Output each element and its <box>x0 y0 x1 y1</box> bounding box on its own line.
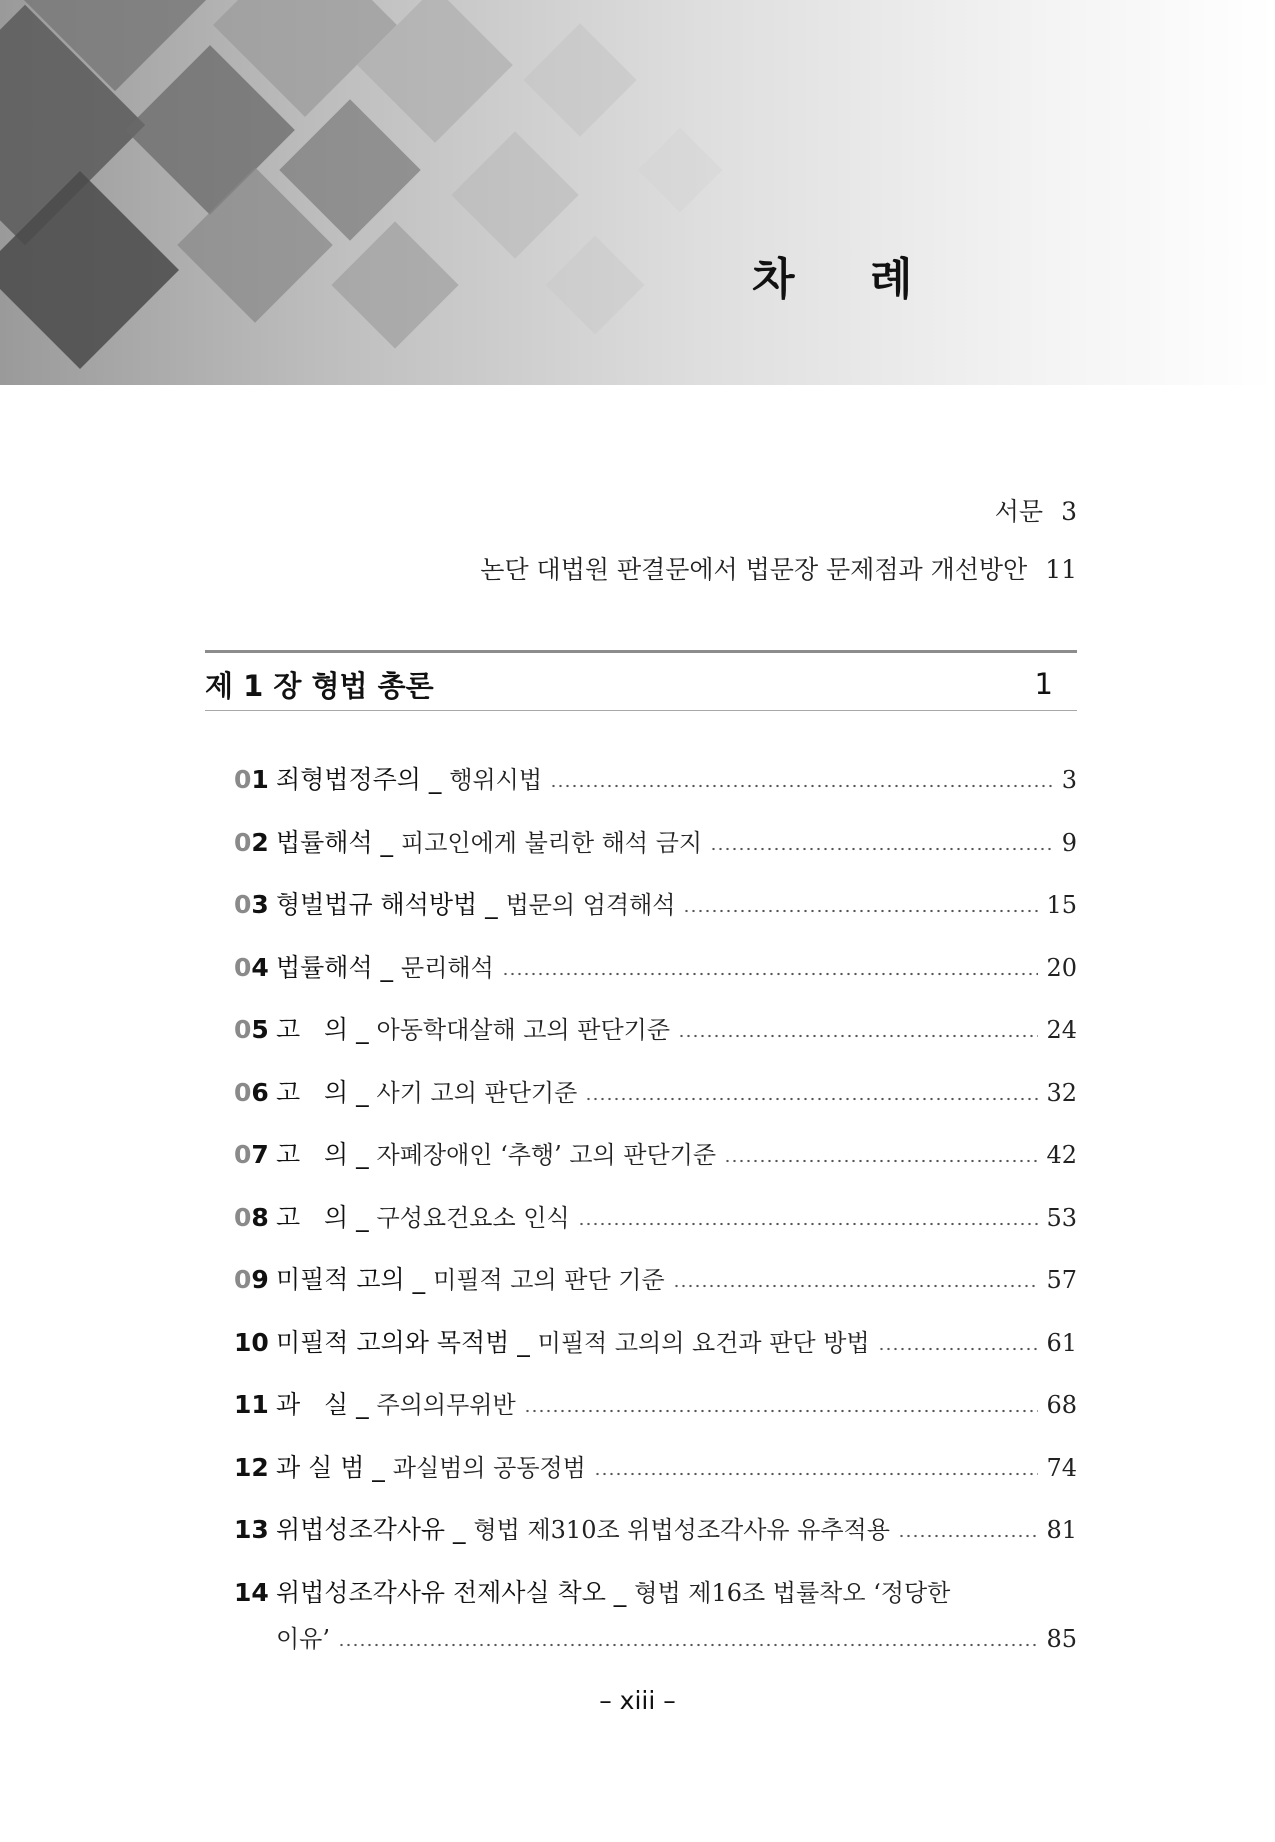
entry-separator: _ <box>348 1140 377 1169</box>
entry-number: 10 <box>234 1327 269 1357</box>
front-matter-page: 3 <box>1061 497 1077 526</box>
entry-subtitle: 법문의 엄격해석 <box>505 891 676 919</box>
entry-subtitle-continued: 이유’ <box>276 1624 330 1653</box>
entry-title: 고 의 <box>276 1140 349 1169</box>
entry-separator: _ <box>477 890 506 919</box>
toc-entry[interactable] <box>234 1137 1077 1200</box>
entry-title: 고 의 <box>276 1077 349 1107</box>
toc-entry[interactable] <box>234 762 1077 825</box>
entry-title: 형벌법규 해석방법 <box>276 890 478 919</box>
entry-page: 61 <box>1046 1328 1077 1357</box>
entry-subtitle: 피고인에게 불리한 해석 금지 <box>401 828 703 857</box>
entry-title: 위법성조각사유 전제사실 착오 <box>276 1577 606 1607</box>
dot-leader <box>898 1512 1039 1548</box>
entry-number: 03 <box>234 890 269 919</box>
entry-number: 08 <box>234 1202 269 1232</box>
toc-entry[interactable] <box>234 1512 1077 1575</box>
entry-subtitle: 자폐장애인 ‘추행’ 고의 판단기준 <box>376 1141 717 1169</box>
entry-title: 위법성조각사유 <box>276 1515 446 1544</box>
entry-subtitle: 주의의무위반 <box>376 1391 516 1419</box>
header-decoration <box>0 0 1275 385</box>
entry-separator: _ <box>372 827 402 857</box>
entry-subtitle: 행위시법 <box>449 766 543 794</box>
entry-separator: _ <box>372 952 402 982</box>
entry-number: 01 <box>234 765 269 794</box>
dot-leader <box>338 1621 1038 1657</box>
entry-title: 법률해석 <box>276 827 373 857</box>
entry-number: 06 <box>234 1077 269 1107</box>
dot-leader <box>594 1450 1039 1486</box>
front-matter-page: 11 <box>1045 555 1077 584</box>
entry-subtitle: 과실범의 공동정범 <box>392 1453 586 1482</box>
entry-title: 고 의 <box>276 1202 349 1232</box>
entry-page: 74 <box>1046 1453 1077 1482</box>
dot-leader <box>673 1262 1039 1298</box>
chapter-heading[interactable] <box>205 662 1077 706</box>
toc-list <box>234 762 1077 1685</box>
entry-title: 미필적 고의와 목적범 <box>276 1327 510 1357</box>
toc-entry[interactable] <box>234 950 1077 1013</box>
dot-leader <box>502 950 1039 986</box>
entry-page: 9 <box>1061 828 1077 857</box>
entry-separator: _ <box>509 1327 538 1357</box>
entry-separator: _ <box>404 1265 434 1294</box>
entry-separator: _ <box>420 765 450 794</box>
entry-number: 14 <box>234 1577 269 1607</box>
entry-page: 68 <box>1046 1391 1077 1419</box>
dot-leader <box>585 1075 1038 1111</box>
entry-separator: _ <box>445 1515 474 1544</box>
front-matter-label: 서문 <box>994 497 1044 526</box>
toc-entry[interactable] <box>234 887 1077 950</box>
entry-number: 13 <box>234 1515 269 1544</box>
chapter-label: 제 1 장 형법 총론 <box>205 668 434 703</box>
entry-page: 20 <box>1046 953 1077 982</box>
front-matter-label: 논단 대법원 판결문에서 법문장 문제점과 개선방안 <box>480 555 1028 584</box>
entry-number: 02 <box>234 827 269 857</box>
entry-separator: _ <box>605 1577 635 1607</box>
entry-page: 3 <box>1061 766 1077 794</box>
dot-leader <box>683 887 1038 923</box>
dot-leader <box>710 825 1054 861</box>
entry-title: 과 실 범 <box>276 1452 365 1482</box>
toc-entry[interactable] <box>234 1200 1077 1263</box>
entry-page: 57 <box>1046 1266 1077 1294</box>
toc-entry[interactable] <box>234 825 1077 888</box>
entry-page: 53 <box>1046 1203 1077 1232</box>
entry-page: 85 <box>1046 1624 1077 1653</box>
entry-page: 15 <box>1046 891 1077 919</box>
entry-subtitle: 문리해석 <box>401 953 494 982</box>
entry-title: 미필적 고의 <box>276 1265 405 1294</box>
entry-subtitle: 구성요건요소 인식 <box>376 1203 570 1232</box>
entry-separator: _ <box>348 1077 377 1107</box>
entry-title: 과 실 <box>276 1390 349 1419</box>
dot-leader <box>550 762 1054 798</box>
entry-separator: _ <box>348 1015 377 1044</box>
entry-subtitle: 미필적 고의의 요건과 판단 방법 <box>537 1328 870 1357</box>
entry-page: 24 <box>1046 1016 1077 1044</box>
dot-leader <box>678 1012 1038 1048</box>
toc-entry[interactable] <box>234 1387 1077 1450</box>
entry-subtitle: 미필적 고의 판단 기준 <box>433 1266 665 1294</box>
page-title: 차 례 <box>752 254 943 305</box>
entry-page: 81 <box>1046 1516 1077 1544</box>
page-folio: – xiii – <box>599 1686 676 1715</box>
entry-title: 고 의 <box>276 1015 349 1044</box>
dot-leader <box>578 1200 1039 1236</box>
toc-entry[interactable] <box>234 1012 1077 1075</box>
chapter-rule-bottom <box>205 710 1077 711</box>
entry-number: 07 <box>234 1140 269 1169</box>
entry-separator: _ <box>348 1390 377 1419</box>
chapter-page: 1 <box>1034 667 1053 701</box>
entry-separator: _ <box>364 1452 393 1482</box>
entry-separator: _ <box>348 1202 377 1232</box>
toc-entry[interactable] <box>234 1575 1077 1685</box>
entry-page: 42 <box>1046 1141 1077 1169</box>
dot-leader <box>724 1137 1038 1173</box>
toc-entry[interactable] <box>234 1450 1077 1513</box>
toc-entry[interactable] <box>234 1075 1077 1138</box>
dot-leader <box>524 1387 1039 1423</box>
entry-number: 04 <box>234 952 269 982</box>
entry-number: 09 <box>234 1265 269 1294</box>
entry-subtitle: 아동학대살해 고의 판단기준 <box>376 1016 671 1044</box>
entry-title: 법률해석 <box>276 952 373 982</box>
chapter-rule-top <box>205 650 1077 653</box>
entry-subtitle: 사기 고의 판단기준 <box>376 1078 578 1107</box>
front-matter-essay[interactable] <box>480 550 1077 586</box>
entry-subtitle: 형법 제16조 법률착오 ‘정당한 <box>634 1578 951 1607</box>
entry-number: 11 <box>234 1390 269 1419</box>
entry-title: 죄형법정주의 <box>276 765 421 794</box>
entry-subtitle: 형법 제310조 위법성조각사유 유추적용 <box>473 1516 890 1544</box>
entry-page: 32 <box>1046 1078 1077 1107</box>
toc-entry[interactable] <box>234 1325 1077 1388</box>
toc-entry[interactable] <box>234 1262 1077 1325</box>
entry-number: 05 <box>234 1015 269 1044</box>
dot-leader <box>878 1325 1039 1361</box>
front-matter-preface[interactable] <box>995 492 1077 528</box>
entry-number: 12 <box>234 1452 269 1482</box>
